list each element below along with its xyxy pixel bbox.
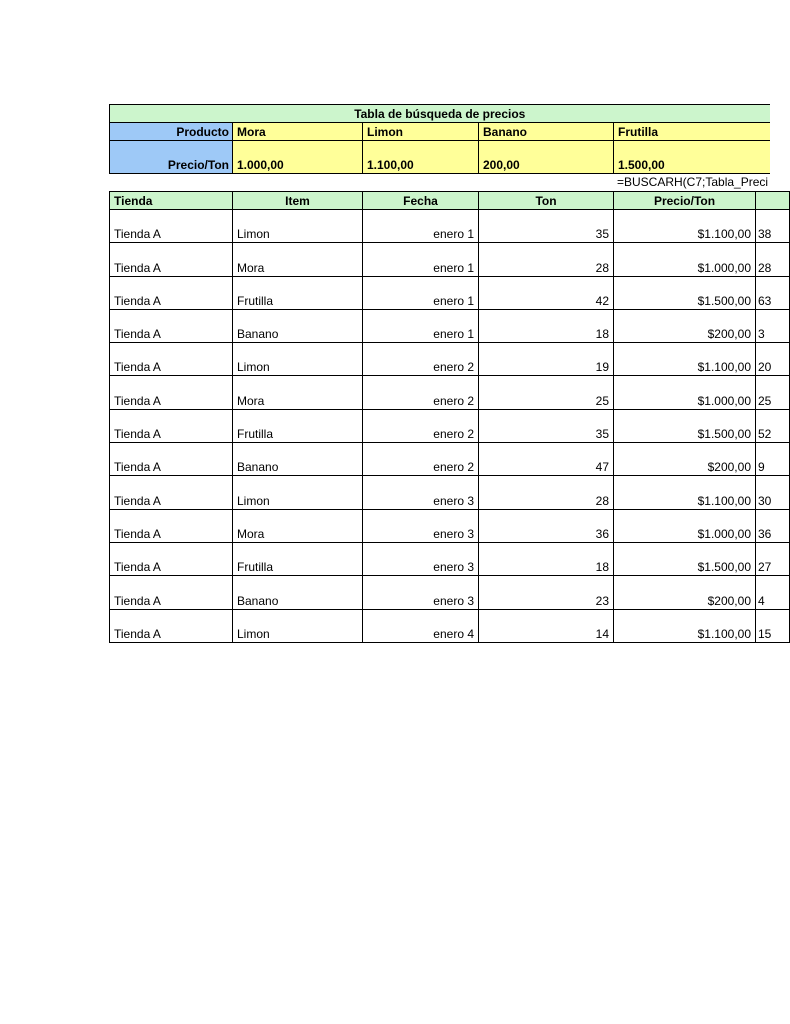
cell-fecha[interactable]: enero 4 <box>363 609 479 642</box>
table-row <box>110 576 790 609</box>
cell-fecha[interactable]: enero 1 <box>363 243 479 276</box>
table-row <box>110 409 790 442</box>
cell-precio-ton[interactable]: $1.500,00 <box>614 409 756 442</box>
cell-precio-ton[interactable]: $1.500,00 <box>614 276 756 309</box>
cell-item[interactable]: Banano <box>233 309 363 342</box>
cell-fecha[interactable]: enero 3 <box>363 509 479 542</box>
cell-total[interactable]: 27 <box>756 542 790 575</box>
product-cell[interactable]: Frutilla <box>614 123 770 141</box>
header-tienda: Tienda <box>110 192 233 210</box>
cell-precio-ton[interactable]: $200,00 <box>614 309 756 342</box>
cell-ton[interactable]: 14 <box>479 609 614 642</box>
cell-fecha[interactable]: enero 2 <box>363 343 479 376</box>
table-row <box>110 243 790 276</box>
cell-fecha[interactable]: enero 2 <box>363 376 479 409</box>
header-ton: Ton <box>479 192 614 210</box>
cell-item[interactable]: Limon <box>233 210 363 243</box>
table-row <box>110 443 790 476</box>
lookup-table-title: Tabla de búsqueda de precios <box>110 105 770 123</box>
cell-precio-ton[interactable]: $1.100,00 <box>614 476 756 509</box>
header-fecha: Fecha <box>363 192 479 210</box>
table-row <box>110 542 790 575</box>
price-label: Precio/Ton <box>110 141 233 174</box>
formula-annotation: =BUSCARH(C7;Tabla_Preci <box>617 175 769 189</box>
cell-precio-ton[interactable]: $1.500,00 <box>614 542 756 575</box>
cell-item[interactable]: Mora <box>233 243 363 276</box>
price-cell[interactable]: 1.500,00 <box>614 141 770 174</box>
product-cell[interactable]: Banano <box>479 123 614 141</box>
cell-item[interactable]: Frutilla <box>233 409 363 442</box>
cell-total[interactable]: 36 <box>756 509 790 542</box>
table-row <box>110 276 790 309</box>
table-row <box>110 210 790 243</box>
price-cell[interactable]: 1.100,00 <box>363 141 479 174</box>
cell-ton[interactable]: 36 <box>479 509 614 542</box>
cell-fecha[interactable]: enero 2 <box>363 409 479 442</box>
cell-precio-ton[interactable]: $200,00 <box>614 576 756 609</box>
cell-total[interactable]: 30 <box>756 476 790 509</box>
cell-ton[interactable]: 28 <box>479 243 614 276</box>
cell-total[interactable]: 28 <box>756 243 790 276</box>
cell-tienda[interactable]: Tienda A <box>110 243 233 276</box>
table-row <box>110 609 790 642</box>
cell-fecha[interactable]: enero 3 <box>363 542 479 575</box>
cell-total[interactable]: 63 <box>756 276 790 309</box>
cell-total[interactable]: 38 <box>756 210 790 243</box>
sales-data-table <box>109 191 790 643</box>
cell-fecha[interactable]: enero 3 <box>363 476 479 509</box>
price-lookup-table <box>109 104 770 174</box>
header-item: Item <box>233 192 363 210</box>
cell-precio-ton[interactable]: $1.000,00 <box>614 243 756 276</box>
cell-ton[interactable]: 47 <box>479 443 614 476</box>
cell-ton[interactable]: 42 <box>479 276 614 309</box>
table-row <box>110 309 790 342</box>
cell-ton[interactable]: 25 <box>479 376 614 409</box>
table-row <box>110 376 790 409</box>
cell-item[interactable]: Limon <box>233 343 363 376</box>
cell-total[interactable]: 4 <box>756 576 790 609</box>
price-cell[interactable]: 200,00 <box>479 141 614 174</box>
cell-fecha[interactable]: enero 2 <box>363 443 479 476</box>
cell-total[interactable]: 25 <box>756 376 790 409</box>
cell-tienda[interactable]: Tienda A <box>110 276 233 309</box>
cell-item[interactable]: Frutilla <box>233 542 363 575</box>
header-precio-ton: Precio/Ton <box>614 192 756 210</box>
cell-precio-ton[interactable]: $1.000,00 <box>614 376 756 409</box>
cell-tienda[interactable]: Tienda A <box>110 343 233 376</box>
cell-total[interactable]: 3 <box>756 309 790 342</box>
product-label: Producto <box>110 123 233 141</box>
cell-precio-ton[interactable]: $1.100,00 <box>614 210 756 243</box>
cell-precio-ton[interactable]: $1.100,00 <box>614 343 756 376</box>
cell-ton[interactable]: 35 <box>479 210 614 243</box>
cell-fecha[interactable]: enero 1 <box>363 210 479 243</box>
table-row <box>110 476 790 509</box>
cell-total[interactable]: 15 <box>756 609 790 642</box>
cell-ton[interactable]: 18 <box>479 542 614 575</box>
cell-ton[interactable]: 19 <box>479 343 614 376</box>
cell-precio-ton[interactable]: $1.100,00 <box>614 609 756 642</box>
cell-item[interactable]: Limon <box>233 476 363 509</box>
cell-ton[interactable]: 18 <box>479 309 614 342</box>
cell-tienda[interactable]: Tienda A <box>110 376 233 409</box>
header-total <box>756 192 790 210</box>
cell-tienda[interactable]: Tienda A <box>110 509 233 542</box>
cell-item[interactable]: Limon <box>233 609 363 642</box>
cell-tienda[interactable]: Tienda A <box>110 309 233 342</box>
cell-tienda[interactable]: Tienda A <box>110 443 233 476</box>
cell-item[interactable]: Frutilla <box>233 276 363 309</box>
cell-precio-ton[interactable]: $200,00 <box>614 443 756 476</box>
cell-tienda[interactable]: Tienda A <box>110 609 233 642</box>
cell-fecha[interactable]: enero 1 <box>363 276 479 309</box>
cell-item[interactable]: Mora <box>233 509 363 542</box>
cell-fecha[interactable]: enero 1 <box>363 309 479 342</box>
price-cell[interactable]: 1.000,00 <box>233 141 363 174</box>
product-cell[interactable]: Mora <box>233 123 363 141</box>
cell-tienda[interactable]: Tienda A <box>110 576 233 609</box>
cell-tienda[interactable]: Tienda A <box>110 476 233 509</box>
cell-total[interactable]: 20 <box>756 343 790 376</box>
cell-ton[interactable]: 23 <box>479 576 614 609</box>
cell-fecha[interactable]: enero 3 <box>363 576 479 609</box>
cell-total[interactable]: 9 <box>756 443 790 476</box>
cell-ton[interactable]: 35 <box>479 409 614 442</box>
cell-item[interactable]: Banano <box>233 443 363 476</box>
cell-tienda[interactable]: Tienda A <box>110 542 233 575</box>
table-row <box>110 509 790 542</box>
cell-total[interactable]: 52 <box>756 409 790 442</box>
product-cell[interactable]: Limon <box>363 123 479 141</box>
table-row <box>110 343 790 376</box>
cell-tienda[interactable]: Tienda A <box>110 409 233 442</box>
cell-tienda[interactable]: Tienda A <box>110 210 233 243</box>
cell-item[interactable]: Banano <box>233 576 363 609</box>
cell-ton[interactable]: 28 <box>479 476 614 509</box>
cell-precio-ton[interactable]: $1.000,00 <box>614 509 756 542</box>
cell-item[interactable]: Mora <box>233 376 363 409</box>
